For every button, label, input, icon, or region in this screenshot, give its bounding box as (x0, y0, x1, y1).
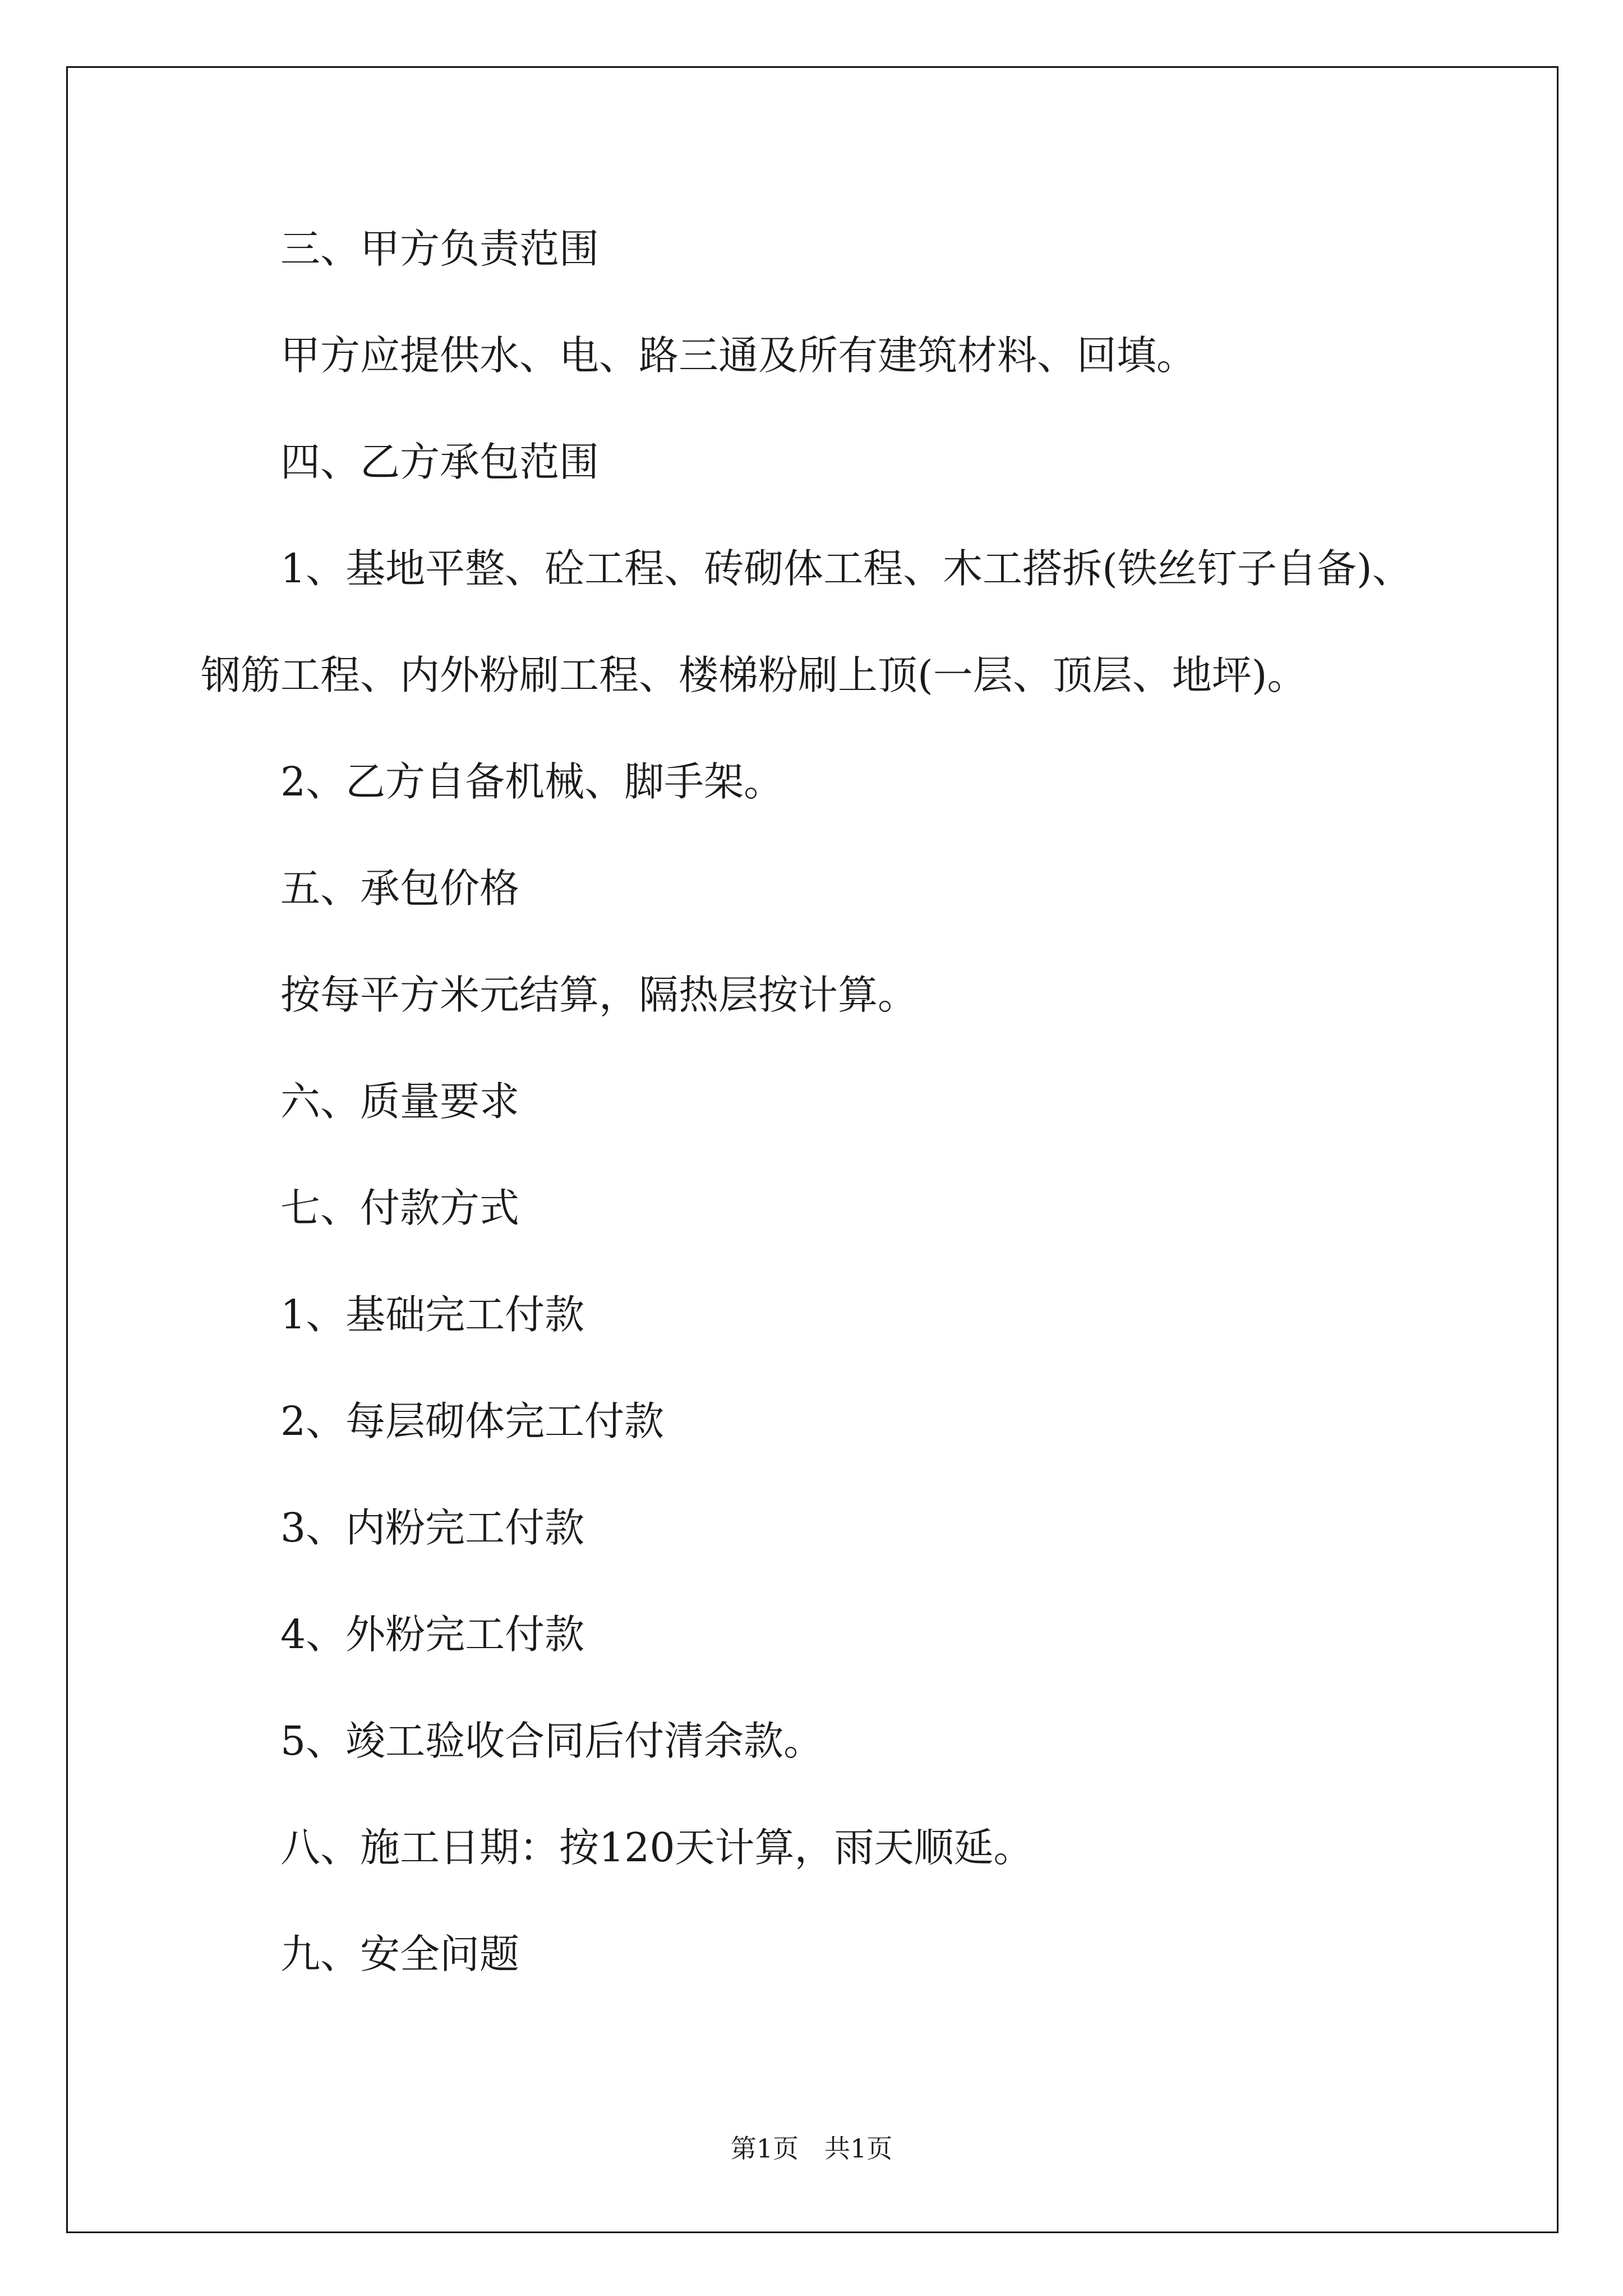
paragraph-line: 九、安全问题 (280, 1931, 520, 1977)
page-number: 第1页 (730, 2133, 799, 2164)
list-item-payment-2 (201, 1368, 1536, 1475)
list-item-party-b-1 (201, 516, 1536, 729)
section-heading-safety (201, 1901, 1536, 2008)
section-heading-party-b-scope (201, 409, 1536, 516)
list-item-payment-1 (201, 1262, 1536, 1368)
section-heading-payment (201, 1155, 1536, 1262)
paragraph-line-continued: 钢筋工程、内外粉刷工程、楼梯粉刷上顶(一层、顶层、地坪)。 (201, 652, 1307, 698)
paragraph-line: 4、外粉完工付款 (280, 1611, 585, 1658)
paragraph-price (201, 942, 1536, 1048)
paragraph-line: 甲方应提供水、电、路三通及所有建筑材料、回填。 (280, 332, 1197, 379)
paragraph-line: 五、承包价格 (280, 865, 520, 912)
paragraph-line: 5、竣工验收合同后付清余款。 (280, 1718, 824, 1764)
paragraph-line: 三、甲方负责范围 (280, 226, 600, 272)
section-heading-party-a-scope (201, 196, 1536, 302)
list-item-party-b-2 (201, 729, 1536, 835)
paragraph-line: 3、内粉完工付款 (280, 1504, 585, 1551)
paragraph-line: 八、施工日期：按120天计算，雨天顺延。 (280, 1824, 1034, 1871)
section-heading-price (201, 835, 1536, 942)
paragraph-line: 四、乙方承包范围 (280, 439, 600, 485)
page-total: 共1页 (824, 2133, 893, 2164)
paragraph-party-a-duties (201, 302, 1536, 409)
paragraph-line: 按每平方米元结算，隔热层按计算。 (280, 972, 918, 1018)
paragraph-line: 2、每层砌体完工付款 (280, 1398, 665, 1444)
paragraph-line: 七、付款方式 (280, 1185, 520, 1231)
list-item-payment-4 (201, 1581, 1536, 1688)
paragraph-line: 六、质量要求 (280, 1078, 520, 1125)
page-footer (0, 2132, 1623, 2165)
paragraph-line: 2、乙方自备机械、脚手架。 (280, 758, 784, 805)
paragraph-line: 1、基地平整、砼工程、砖砌体工程、木工搭拆(铁丝钉子自备)、 (280, 545, 1412, 592)
paragraph-line: 1、基础完工付款 (280, 1291, 585, 1338)
list-item-payment-5 (201, 1688, 1536, 1795)
section-heading-quality (201, 1048, 1536, 1155)
document-body (201, 196, 1536, 2008)
list-item-payment-3 (201, 1475, 1536, 1581)
section-heading-schedule (201, 1795, 1536, 1901)
